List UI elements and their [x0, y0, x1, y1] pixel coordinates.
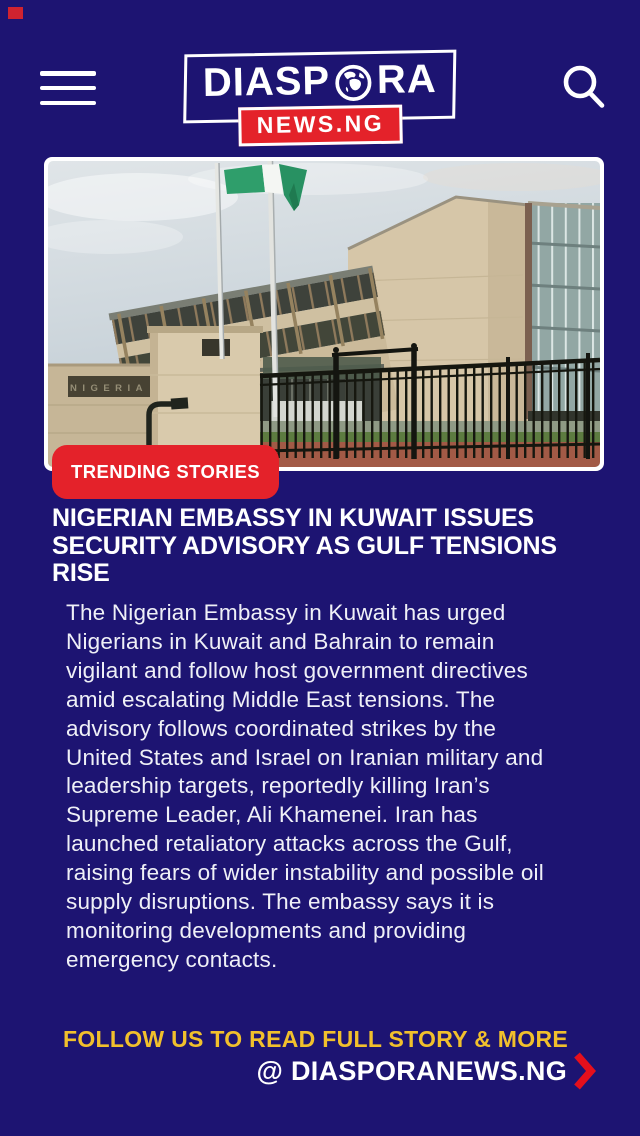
- follow-cta: FOLLOW US TO READ FULL STORY & MORE: [62, 1026, 568, 1052]
- handle-text: @ DIASPORANEWS.NG: [256, 1055, 567, 1086]
- wall-plaque: NIGERIA: [69, 383, 149, 394]
- menu-button[interactable]: [40, 71, 96, 105]
- embassy-photo: [48, 161, 600, 467]
- hamburger-icon: [40, 86, 96, 91]
- handle-link[interactable]: [257, 1052, 596, 1090]
- headline-line: RISE: [52, 559, 110, 587]
- trending-stories-badge[interactable]: TRENDING STORIES: [52, 445, 279, 499]
- article-image: [44, 157, 604, 471]
- hamburger-icon: [40, 71, 96, 76]
- logo-word-pre: DIASP: [202, 58, 331, 106]
- site-logo[interactable]: [183, 50, 457, 148]
- logo-word-post: RA: [376, 56, 438, 102]
- hamburger-icon: [40, 101, 96, 106]
- article-headline: [52, 505, 597, 588]
- article-body: The Nigerian Embassy in Kuwait has urged Nigerians in Kuwait and Bahrain to remain vigilant and follow host government directives amid escalating Middle East tensions. The advisory follows coordinated strikes by the United States and Israel on Iranian military and leadership targets, reportedly killing Iran’s Supreme Leader, Ali Khamenei. Iran has launched retaliatory attacks across the Gulf, raising fears of wider instability and possible oil supply disruptions. The embassy says it is monitoring developments and providing emergency contacts.: [66, 600, 544, 972]
- corner-marker: [8, 7, 23, 19]
- headline-line: NIGERIAN EMBASSY IN KUWAIT ISSUES: [52, 504, 534, 532]
- headline-line: SECURITY ADVISORY AS GULF TENSIONS: [52, 531, 557, 560]
- logo-subtitle: NEWS.NG: [238, 105, 402, 147]
- globe-icon: [335, 64, 373, 102]
- chevron-right-icon: [574, 1052, 596, 1090]
- search-icon[interactable]: [560, 62, 610, 118]
